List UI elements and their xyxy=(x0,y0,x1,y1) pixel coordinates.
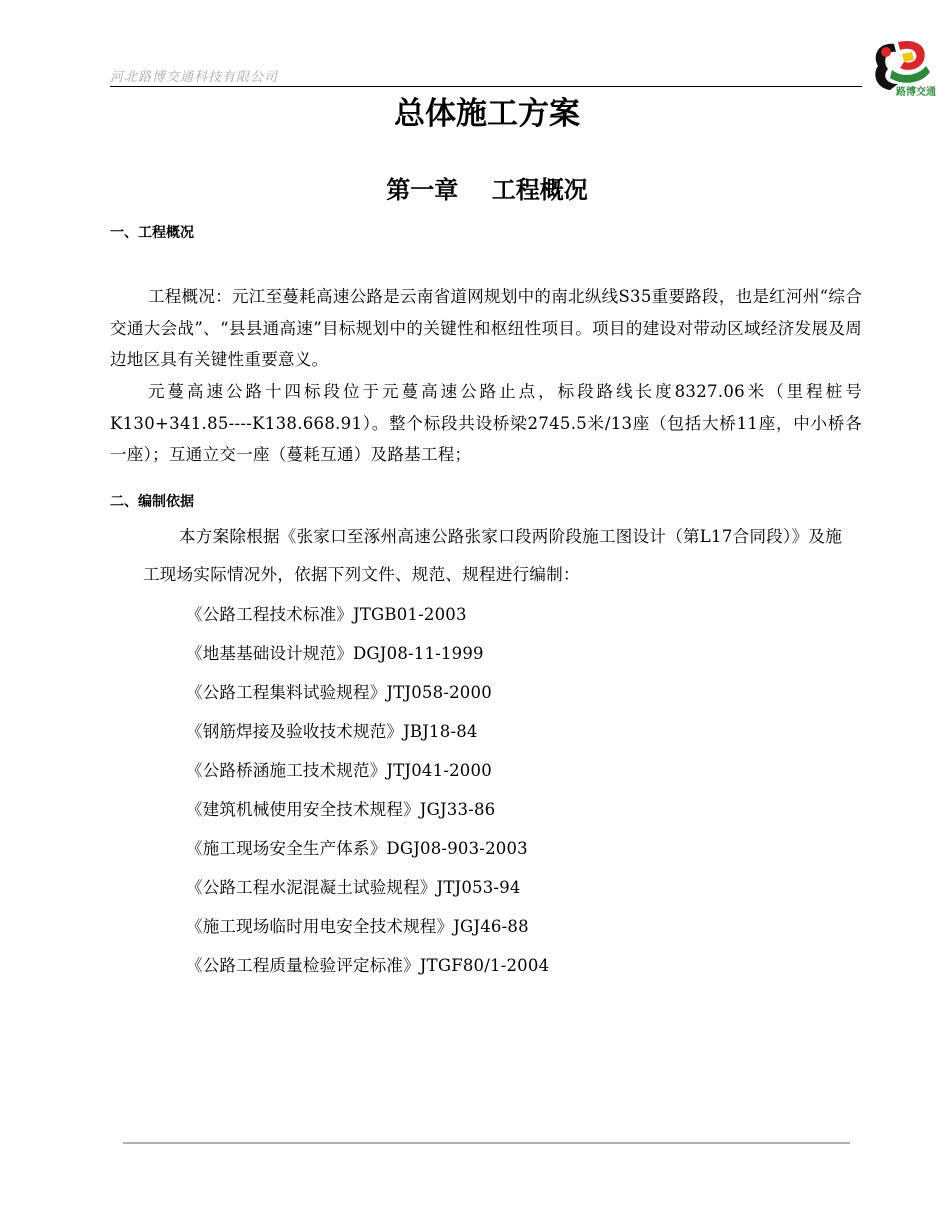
header-rule xyxy=(110,86,862,87)
section-heading-basis: 二、编制依据 xyxy=(110,494,194,510)
section-heading-overview: 一、工程概况 xyxy=(110,225,194,241)
reference-item: 《公路桥涵施工技术规范》JTJ041-2000 xyxy=(186,761,492,780)
reference-item: 《施工现场安全生产体系》DGJ08-903-2003 xyxy=(186,839,528,858)
reference-item: 《地基基础设计规范》DGJ08-11-1999 xyxy=(186,644,484,663)
header-company-name: 河北路博交通科技有限公司 xyxy=(110,70,279,85)
overview-paragraph-2: 元蔓高速公路十四标段位于元蔓高速公路止点，标段路线长度8327.06米（里程桩号K130+341.85----K138.668.91）。整个标段共设桥梁2745.5米/13座（包括大桥11座，中小桥各一座）；互通立交一座（蔓耗互通）及路基工程； xyxy=(110,382,862,464)
chapter-title: 第一章 工程概况 xyxy=(386,176,588,204)
reference-item: 《建筑机械使用安全技术规程》JGJ33-86 xyxy=(186,800,496,819)
overview-paragraph-1: 工程概况：元江至蔓耗高速公路是云南省道网规划中的南北纵线S35重要路段，也是红河州“综合交通大会战”、“县县通高速”目标规划中的关键性和枢纽性项目。项目的建设对带动区域经济发展及周边地区具有关键性重要意义。 xyxy=(110,287,862,369)
footer-rule xyxy=(123,1142,850,1144)
reference-item: 《施工现场临时用电安全技术规程》JGJ46-88 xyxy=(186,917,529,936)
reference-item: 《钢筋焊接及验收技术规范》JBJ18-84 xyxy=(186,722,478,741)
reference-item: 《公路工程技术标准》JTGB01-2003 xyxy=(186,605,467,624)
logo-caption: 路博交通 xyxy=(896,87,936,98)
reference-item: 《公路工程集料试验规程》JTJ058-2000 xyxy=(186,683,492,702)
basis-intro-paragraph: 本方案除根据《张家口至涿州高速公路张家口段两阶段施工图设计（第L17合同段）》及施工现场实际情况外，依据下列文件、规范、规程进行编制： xyxy=(143,527,843,584)
reference-item: 《公路工程质量检验评定标准》JTGF80/1-2004 xyxy=(186,956,550,975)
reference-item: 《公路工程水泥混凝土试验规程》JTJ053-94 xyxy=(186,878,521,897)
reference-list xyxy=(186,600,549,990)
document-title: 总体施工方案 xyxy=(394,96,580,132)
